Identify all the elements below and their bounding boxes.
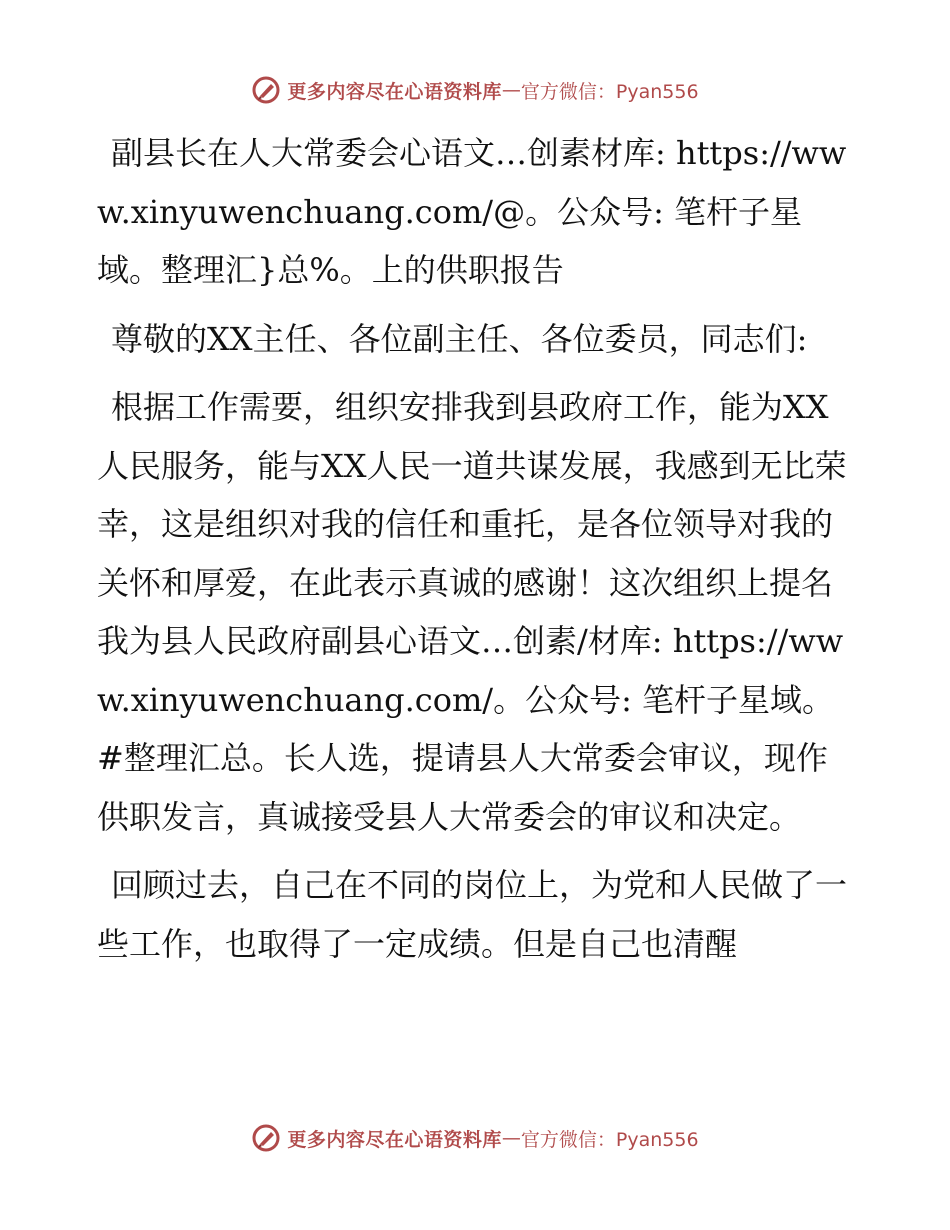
pen-logo-icon	[251, 1123, 281, 1153]
footer-banner-contact: 官方微信：Pyan556	[520, 1128, 699, 1151]
header-banner-contact: 官方微信：Pyan556	[520, 80, 699, 103]
footer-banner	[0, 1118, 950, 1158]
paragraph-body	[97, 856, 857, 973]
paragraph-body	[97, 378, 857, 846]
header-banner-text: 更多内容尽在心语资料库	[287, 80, 502, 103]
pen-logo-icon	[251, 75, 281, 105]
document-body	[97, 124, 857, 983]
paragraph-text: 根据工作需要，组织安排我到县政府工作，能为XX人民服务，能与XX人民一道共谋发展，我感到无比荣幸，这是组织对我的信任和重托，是各位领导对我的关怀和厚爱，在此表示真诚的感谢！这次组织上提名我为县人民政府副县心语文…创素/材库: https://www.xinyuwenchuang.com/。公众号: 笔杆子星域。#整理汇总。长人选，提请县人大常委会审议，现作供职发言，真诚接受县人大常委会的审议和决定。	[97, 388, 847, 836]
header-banner-separator: —	[501, 79, 521, 101]
paragraph-salutation	[97, 310, 857, 369]
paragraph-title	[97, 124, 857, 300]
footer-banner-separator: —	[501, 1127, 521, 1149]
paragraph-text: 副县长在人大常委会心语文…创素材库: https://www.xinyuwenchuang.com/@。公众号: 笔杆子星域。整理汇}总%。上的供职报告	[97, 134, 847, 289]
header-banner	[0, 70, 950, 110]
footer-banner-text: 更多内容尽在心语资料库	[287, 1128, 502, 1151]
paragraph-text: 尊敬的XX主任、各位副主任、各位委员，同志们:	[111, 319, 808, 358]
paragraph-text: 回顾过去，自己在不同的岗位上，为党和人民做了一些工作，也取得了一定成绩。但是自己也清醒	[97, 866, 848, 963]
